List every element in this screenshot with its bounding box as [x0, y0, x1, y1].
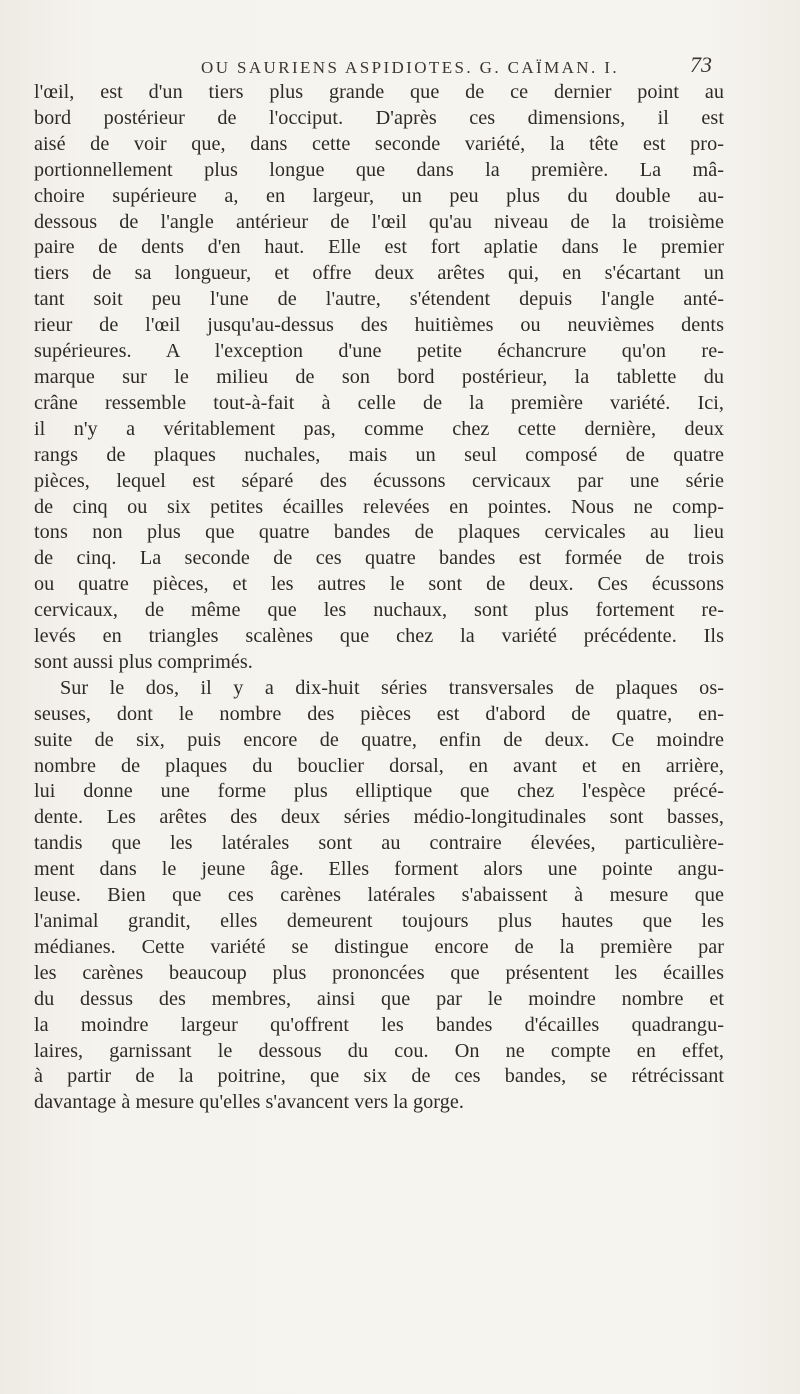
text-line: marque sur le milieu de son bord postérieur, la tablette du — [34, 365, 724, 388]
text-line: cervicaux, de même que les nuchaux, sont plus fortement re- — [34, 599, 724, 622]
text-line: supérieures. A l'exception d'une petite échancrure qu'on re- — [34, 340, 724, 363]
text-line: Sur le dos, il y a dix-huit séries transversales de plaques os- — [60, 676, 724, 699]
text-line: de cinq. La seconde de ces quatre bandes est formée de trois — [34, 547, 724, 570]
text-line: paire de dents d'en haut. Elle est fort aplatie dans le premier — [34, 236, 724, 259]
text-line: nombre de plaques du bouclier dorsal, en avant et en arrière, — [34, 754, 724, 777]
text-line: l'animal grandit, elles demeurent toujours plus hautes que les — [34, 910, 724, 932]
text-line: lui donne une forme plus elliptique que chez l'espèce précé- — [34, 780, 724, 803]
body-text — [34, 80, 724, 1116]
text-line: la moindre largeur qu'offrent les bandes d'écailles quadrangu- — [34, 1013, 724, 1036]
text-line: tons non plus que quatre bandes de plaques cervicales au lieu — [34, 521, 724, 544]
text-line: les carènes beaucoup plus prononcées que présentent les écailles — [34, 961, 724, 984]
text-line: davantage à mesure qu'elles s'avancent vers la gorge. — [34, 1091, 464, 1114]
text-line: il n'y a véritablement pas, comme chez cette dernière, deux — [34, 417, 724, 440]
text-line: rangs de plaques nuchales, mais un seul composé de quatre — [34, 443, 724, 466]
text-line: tandis que les latérales sont au contraire élevées, particulière- — [34, 832, 724, 855]
paragraph-2 — [34, 676, 724, 1116]
text-line: pièces, lequel est séparé des écussons cervicaux par une série — [34, 469, 724, 492]
text-line: leuse. Bien que ces carènes latérales s'abaissent à mesure que — [34, 884, 724, 907]
text-line: choire supérieure a, en largeur, un peu plus du double au- — [34, 184, 724, 207]
text-line: ment dans le jeune âge. Elles forment alors une pointe angu- — [34, 858, 724, 881]
text-line: dessous de l'angle antérieur de l'œil qu'au niveau de la troisième — [34, 210, 724, 233]
paragraph-1 — [34, 80, 724, 676]
text-line: rieur de l'œil jusqu'au-dessus des huitièmes ou neuvièmes dents — [34, 314, 724, 337]
text-line: tant soit peu l'une de l'autre, s'étendent depuis l'angle anté- — [34, 288, 724, 311]
text-line: sont aussi plus comprimés. — [34, 650, 253, 673]
text-line: levés en triangles scalènes que chez la variété précédente. Ils — [34, 625, 724, 648]
text-line: tiers de sa longueur, et offre deux arêtes qui, en s'écartant un — [34, 262, 724, 285]
text-line: seuses, dont le nombre des pièces est d'abord de quatre, en- — [34, 702, 724, 725]
text-line: de cinq ou six petites écailles relevées en pointes. Nous ne comp- — [34, 495, 724, 518]
text-line: suite de six, puis encore de quatre, enfin de deux. Ce moindre — [34, 728, 724, 751]
text-line: à partir de la poitrine, que six de ces bandes, se rétrécissant — [34, 1065, 724, 1088]
text-line: crâne ressemble tout-à-fait à celle de la première variété. Ici, — [34, 391, 724, 414]
text-line: l'œil, est d'un tiers plus grande que de ce dernier point au — [34, 81, 724, 103]
text-line: portionnellement plus longue que dans la première. La mâ- — [34, 158, 724, 181]
text-line: dente. Les arêtes des deux séries médio-longitudinales sont basses, — [34, 806, 724, 829]
text-line: médianes. Cette variété se distingue encore de la première par — [34, 935, 724, 958]
text-line: laires, garnissant le dessous du cou. On ne compte en effet, — [34, 1039, 724, 1062]
text-line: du dessus des membres, ainsi que par le moindre nombre et — [34, 987, 724, 1010]
text-line: bord postérieur de l'occiput. D'après ces dimensions, il est — [34, 106, 724, 129]
running-head: OU SAURIENS ASPIDIOTES. G. CAÏMAN. I. — [201, 58, 619, 77]
text-line: ou quatre pièces, et les autres le sont de deux. Ces écussons — [34, 573, 724, 596]
page-number: 73 — [690, 52, 712, 77]
text-line: aisé de voir que, dans cette seconde variété, la tête est pro- — [34, 132, 724, 155]
